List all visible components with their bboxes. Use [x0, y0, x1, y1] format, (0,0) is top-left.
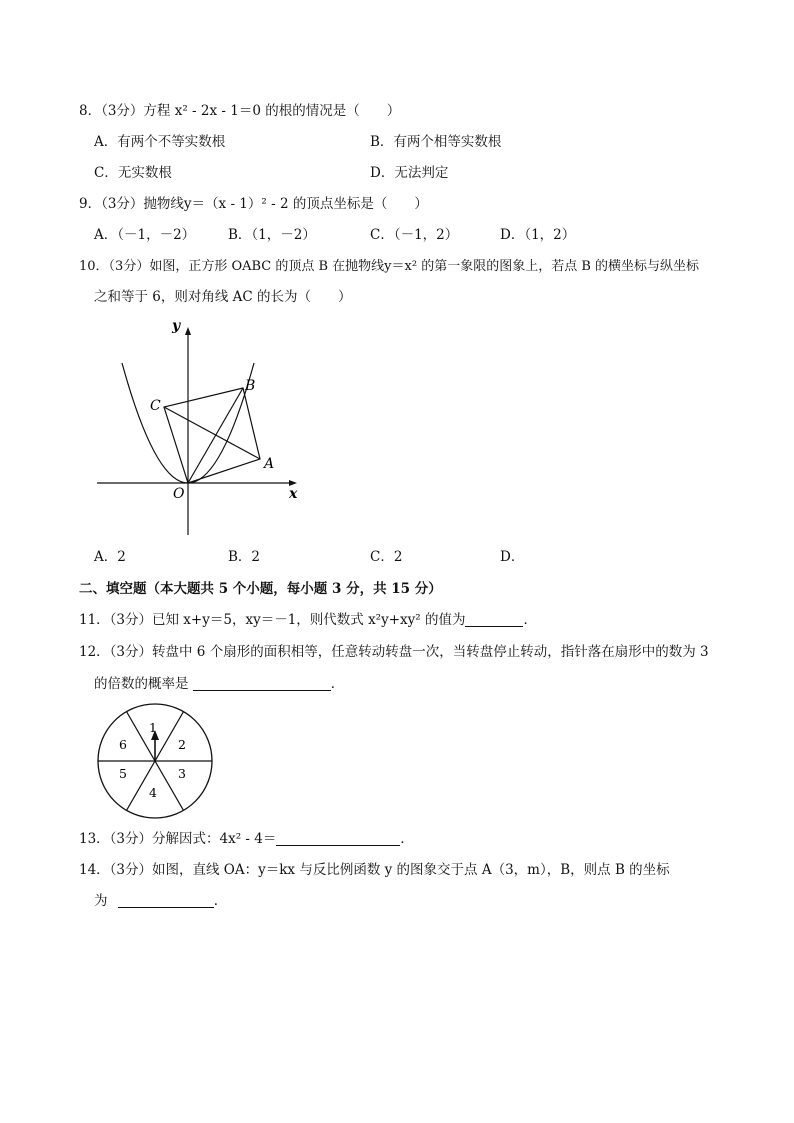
label-b: B [245, 378, 256, 394]
q14-line1: 14．（3分）如图，直线 OA：y＝kx 与反比例函数 y 的图象交于点 A（3，m），B，则点 B 的坐标 [79, 862, 670, 878]
q11-line [79, 611, 537, 629]
q10-option-a: A．2 [94, 549, 126, 565]
q8-option-c: C．无实数根 [94, 165, 172, 181]
q9-option-d: D．（1，2） [500, 227, 576, 243]
q8-stem: 8．（3分）方程 x² - 2x - 1＝0 的根的情况是（ ） [79, 103, 401, 119]
q10-stem-line1: 10．（3分）如图，正方形 OABC 的顶点 B 在抛物线y＝x² 的第一象限的图象上，若点 B 的横坐标与纵坐标 [79, 259, 700, 274]
q10-option-c: C．2 [370, 549, 403, 565]
section2-heading: 二、填空题（本大题共 5 个小题，每小题 3 分，共 15 分） [79, 581, 442, 597]
q13-suffix: ． [400, 831, 414, 847]
q11-text: 11．（3分）已知 x+y＝5，xy＝－1，则代数式 x²y+xy² 的值为 [79, 612, 466, 628]
q14-line2 [94, 892, 227, 910]
q10-stem-line2: 之和等于 6，则对角线 AC 的长为（ ） [94, 289, 352, 305]
label-x: x [289, 486, 298, 502]
q12-answer-blank[interactable] [193, 676, 331, 691]
q9-stem: 9．（3分）抛物线y＝（x - 1）² - 2 的顶点坐标是（ ） [79, 196, 428, 212]
q8-option-d: D．无法判定 [370, 165, 449, 181]
q10-figure [90, 312, 315, 540]
q12-suffix: ． [330, 676, 345, 692]
q10-option-d: D． [500, 549, 525, 565]
spinner-number-6: 6 [119, 737, 127, 752]
q14-text: 为 [94, 893, 108, 909]
spinner-number-3: 3 [178, 766, 186, 781]
diagonal-ob [188, 388, 243, 483]
label-y: y [172, 318, 181, 334]
spinner-number-2: 2 [178, 737, 186, 752]
label-c: C [150, 398, 161, 414]
label-o: O [173, 486, 185, 502]
q14-suffix: ． [213, 893, 228, 909]
spinner-number-1: 1 [149, 720, 157, 735]
q14-answer-blank[interactable] [118, 893, 214, 908]
q11-answer-blank[interactable] [465, 612, 523, 627]
q12-text: 的倍数的概率是 [94, 676, 189, 692]
spinner-number-4: 4 [149, 785, 157, 800]
q13-answer-blank[interactable] [276, 831, 400, 846]
q11-suffix: ． [523, 612, 537, 628]
q9-option-c: C．（－1，2） [370, 227, 459, 243]
q12-line2 [94, 675, 344, 693]
q9-option-a: A．（－1，－2） [94, 227, 196, 243]
label-a: A [264, 456, 275, 472]
q8-option-b: B．有两个相等实数根 [370, 134, 502, 150]
q8-option-a: A．有两个不等实数根 [94, 134, 226, 150]
q13-text: 13．（3分）分解因式：4x² - 4＝ [79, 831, 277, 847]
q10-option-b: B．2 [228, 549, 261, 565]
square-oabc [164, 388, 260, 483]
q13-line [79, 830, 414, 848]
q12-line1: 12．（3分）转盘中 6 个扇形的面积相等，任意转动转盘一次，当转盘停止转动，指针落在扇形中的数为 3 [79, 644, 709, 660]
spinner-figure [96, 702, 214, 820]
spinner-number-5: 5 [119, 766, 127, 781]
q9-option-b: B．（1，－2） [228, 227, 316, 243]
y-axis-arrow [185, 327, 191, 335]
